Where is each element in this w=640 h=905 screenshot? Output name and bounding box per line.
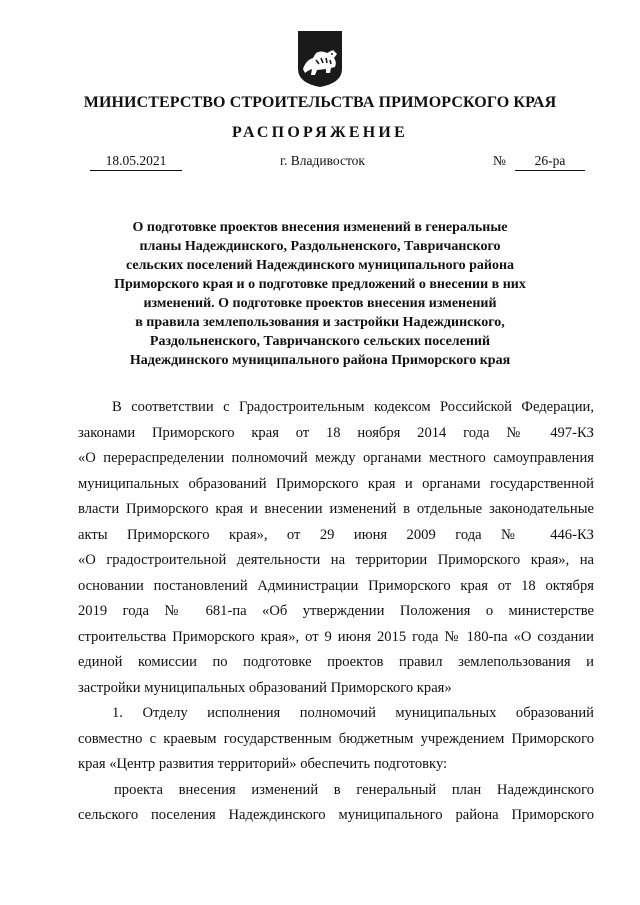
body-line: 2019 года № 681-па «Об утверждении Положения о министерстве (78, 603, 594, 619)
body-line: проекта внесения изменений в генеральный план Надеждинского (114, 781, 594, 798)
document-type-title: РАСПОРЯЖЕНИЕ (232, 124, 408, 141)
document-date: 18.05.2021 (90, 153, 182, 171)
document-body (78, 395, 594, 829)
number-sign: № (493, 153, 506, 168)
subject-line: Надеждинского муниципального района Приморского края (129, 353, 511, 368)
body-line: «О градостроительной деятельности на территории Приморского края», на (78, 552, 594, 568)
body-line: 1. Отделу исполнения полномочий муниципальных образований (112, 705, 594, 721)
body-line: застройки муниципальных образований Приморского края» (78, 679, 452, 696)
body-line: края «Центр развития территорий» обеспечить подготовку: (78, 756, 448, 772)
subject-line: Раздольненского, Тавричанского сельских поселений (149, 334, 491, 349)
subject-line: планы Надеждинского, Раздольненского, Тавричанского (139, 239, 501, 254)
ministry-name: МИНИСТЕРСТВО СТРОИТЕЛЬСТВА ПРИМОРСКОГО КРАЯ (83, 94, 557, 111)
body-line: сельского поселения Надеждинского муниципального района Приморского (78, 807, 594, 823)
subject-line: изменений. О подготовке проектов внесения изменений (143, 296, 497, 311)
subject-line: О подготовке проектов внесения изменений в генеральные (132, 220, 508, 235)
subject-line: сельских поселений Надеждинского муниципального района (125, 258, 515, 273)
document-subject (100, 218, 540, 370)
body-line: законами Приморского края от 18 ноября 2014 года № 497-КЗ (78, 424, 594, 441)
subject-line: в правила землепользования и застройки Надеждинского, (135, 315, 505, 330)
body-line: власти Приморского края и внесении изменений в отдельные законодательные (78, 501, 594, 517)
coat-of-arms-tiger-icon (296, 29, 344, 89)
body-line: единой комиссии по подготовке проектов правил землепользования и (78, 654, 594, 670)
item-1-paragraph (78, 701, 594, 778)
preamble-paragraph (78, 395, 594, 701)
body-line: основании постановлений Администрации Приморского края от 18 октября (78, 577, 594, 594)
subitem-paragraph (78, 778, 594, 829)
document-number: 26-ра (515, 153, 585, 171)
body-line: «О перераспределении полномочий между органами местного самоуправления (78, 450, 594, 466)
body-line: акты Приморского края», от 29 июня 2009 года № 446-КЗ (78, 526, 594, 543)
subject-line: Приморского края и о подготовке предложений о внесении в них (114, 277, 526, 292)
body-line: муниципальных образований Приморского края и органами государственной (78, 475, 594, 492)
body-line: строительства Приморского края», от 9 июня 2015 года № 180-па «О создании (78, 628, 594, 645)
body-line: В соответствии с Градостроительным кодексом Российской Федерации, (112, 399, 594, 415)
body-line: совместно с краевым государственным бюджетным учреждением Приморского (78, 730, 594, 747)
document-city: г. Владивосток (280, 153, 365, 168)
